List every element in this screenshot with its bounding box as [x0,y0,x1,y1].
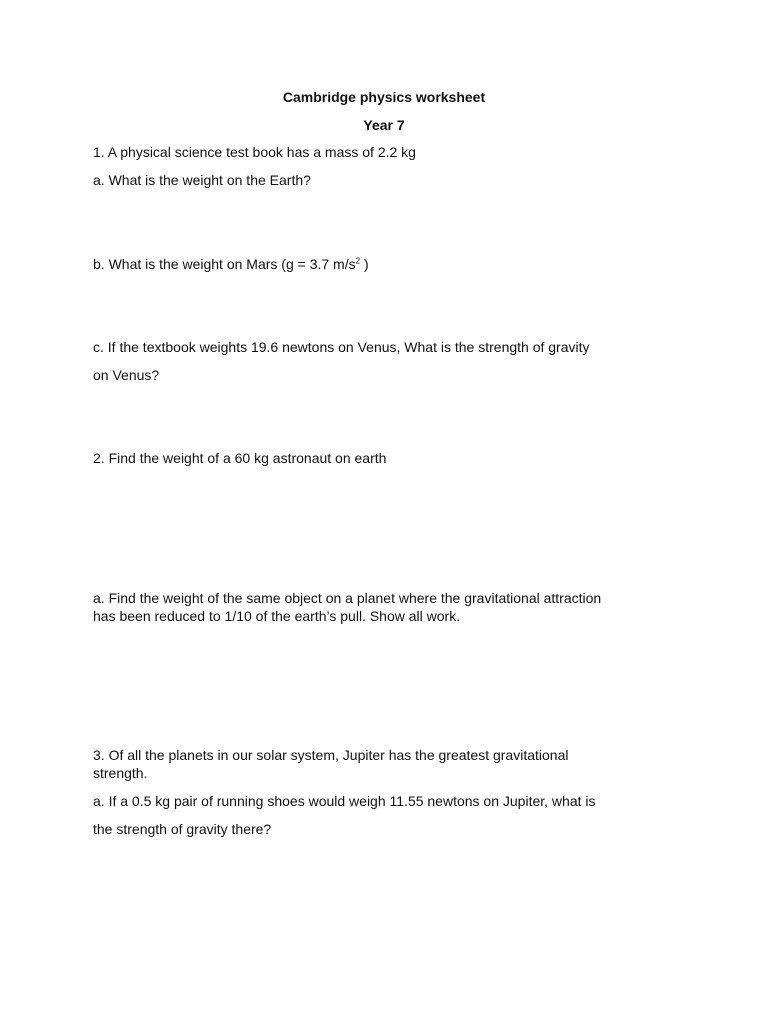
question-1b [93,255,369,273]
question-1c-line-2: on Venus? [93,367,160,383]
question-3a-line-1: a. If a 0.5 kg pair of running shoes would weigh 11.55 newtons on Jupiter, what is [93,793,596,809]
worksheet-year: Year 7 [363,117,405,133]
question-1b-text: b. What is the weight on Mars (g = 3.7 m/s [93,256,356,272]
question-3a-line-2: the strength of gravity there? [93,821,272,837]
question-2a-line-2: has been reduced to 1/10 of the earth’s pull. Show all work. [93,608,461,624]
worksheet-title: Cambridge physics worksheet [282,89,486,105]
question-1b-close: ) [360,256,369,272]
question-3-line-2: strength. [93,765,148,781]
question-3-line-1: 3. Of all the planets in our solar system, Jupiter has the greatest gravitational [93,747,569,763]
question-2: 2. Find the weight of a 60 kg astronaut on earth [93,450,387,466]
question-2a-line-1: a. Find the weight of the same object on a planet where the gravitational attraction [93,590,602,606]
question-1b-superscript: 2 [355,256,361,266]
question-1c-line-1: c. If the textbook weights 19.6 newtons on Venus, What is the strength of gravity [93,339,590,355]
question-1a: a. What is the weight on the Earth? [93,172,311,188]
question-1: 1. A physical science test book has a mass of 2.2 kg [93,144,416,160]
